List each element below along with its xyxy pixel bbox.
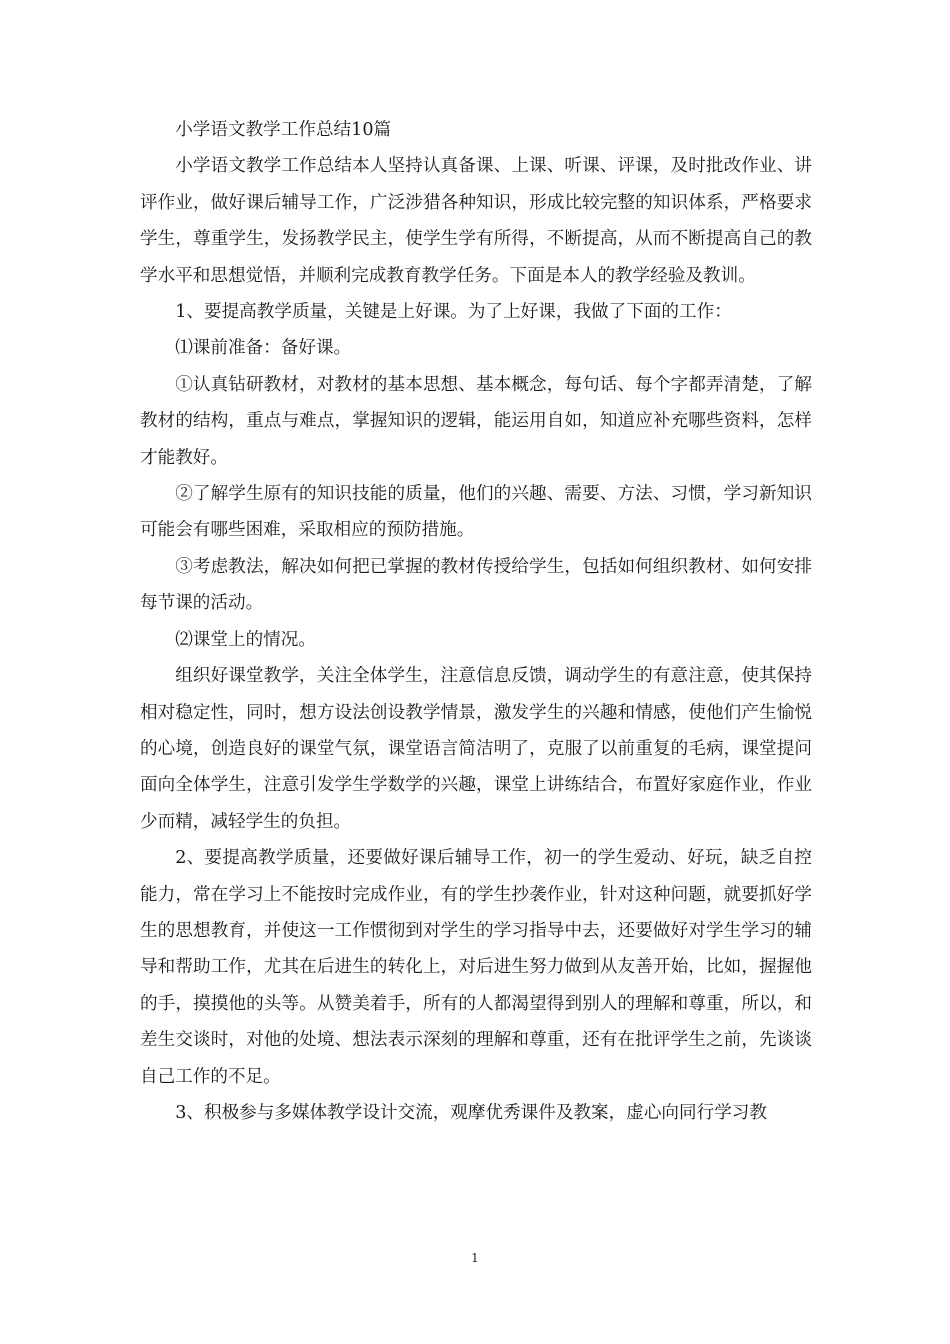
paragraph-subsection-2: ⑵课堂上的情况。 — [175, 629, 316, 650]
paragraph-intro: 小学语文教学工作总结本人坚持认真备课、上课、听课、评课，及时批改作业、讲评作业，做好课后辅导工作，广泛涉猎各种知识，形成比较完整的知识体系，严格要求学生，尊重学生，发扬教学民主，使学生学有所得，不断提高，从而不断提高自己的教学水平和思想觉悟，并顺利完成教育教学任务。下面是本人的教学经验及教训。 — [140, 156, 812, 286]
paragraph-section-3: 3、积极参与多媒体教学设计交流，观摩优秀课件及教案，虚心向同行学习教 — [175, 1102, 767, 1123]
document-body — [140, 112, 812, 1131]
paragraph-subsection-1: ⑴课前准备：备好课。 — [175, 338, 352, 359]
paragraph-item-2: ②了解学生原有的知识技能的质量，他们的兴趣、需要、方法、习惯，学习新知识可能会有哪些困难，采取相应的预防措施。 — [140, 484, 812, 541]
paragraph-item-1: ①认真钻研教材，对教材的基本思想、基本概念，每句话、每个字都弄清楚，了解教材的结构，重点与难点，掌握知识的逻辑，能运用自如，知道应补充哪些资料，怎样才能教好。 — [140, 374, 812, 468]
paragraph-item-3: ③考虑教法，解决如何把已掌握的教材传授给学生，包括如何组织教材、如何安排每节课的活动。 — [140, 556, 812, 614]
paragraph-classroom: 组织好课堂教学，关注全体学生，注意信息反馈，调动学生的有意注意，使其保持相对稳定性，同时，想方设法创设教学情景，激发学生的兴趣和情感，使他们产生愉悦的心境，创造良好的课堂气氛，课堂语言简洁明了，克服了以前重复的毛病，课堂提问面向全体学生，注意引发学生学数学的兴趣，课堂上讲练结合，布置好家庭作业，作业少而精，减轻学生的负担。 — [140, 666, 812, 832]
page-number: 1 — [471, 1251, 479, 1265]
paragraph-section-1: 1、要提高教学质量，关键是上好课。为了上好课，我做了下面的工作： — [175, 302, 732, 323]
paragraph-section-2: 2、要提高教学质量，还要做好课后辅导工作，初一的学生爱动、好玩，缺乏自控能力，常在学习上不能按时完成作业，有的学生抄袭作业，针对这种问题，就要抓好学生的思想教育，并使这一工作惯彻到对学生的学习指导中去，还要做好对学生学习的辅导和帮助工作，尤其在后进生的转化上，对后进生努力做到从友善开始，比如，握握他的手，摸摸他的头等。从赞美着手，所有的人都渴望得到别人的理解和尊重，所以，和差生交谈时，对他的处境、想法表示深刻的理解和尊重，还有在批评学生之前，先谈谈自己工作的不足。 — [140, 848, 812, 1087]
document-title: 小学语文教学工作总结10篇 — [175, 120, 392, 140]
